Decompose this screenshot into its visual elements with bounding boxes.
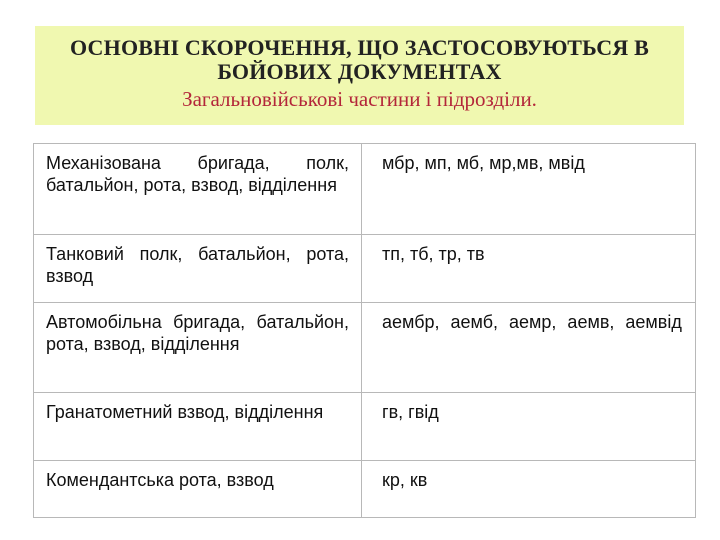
page-subtitle: Загальновійськові частини і підрозділи.	[182, 87, 537, 111]
abbreviations-table	[33, 143, 696, 518]
table-row	[34, 144, 696, 235]
table-row	[34, 461, 696, 518]
unit-name-cell: Комендантська рота, взвод	[34, 461, 362, 518]
table-row	[34, 393, 696, 461]
abbreviation-cell: мбр, мп, мб, мр,мв, мвід	[362, 144, 696, 235]
page-title-line-1: ОСНОВНІ СКОРОЧЕННЯ, ЩО ЗАСТОСОВУЮТЬСЯ В	[69, 35, 650, 60]
table-row	[34, 303, 696, 393]
page-title-line-2: БОЙОВИХ ДОКУМЕНТАХ	[217, 59, 502, 84]
unit-name-cell: Автомобільна бригада, батальйон, рота, взвод, відділення	[34, 303, 362, 393]
unit-name-cell: Гранатометний взвод, відділення	[34, 393, 362, 461]
abbreviation-cell: тп, тб, тр, тв	[362, 235, 696, 303]
abbreviation-cell: аембр, аемб, аемр, аемв, аемвід	[362, 303, 696, 393]
unit-name-cell: Механізована бригада, полк, батальйон, рота, взвод, відділення	[34, 144, 362, 235]
unit-name-cell: Танковий полк, батальйон, рота, взвод	[34, 235, 362, 303]
abbreviation-cell: гв, гвід	[362, 393, 696, 461]
abbreviation-cell: кр, кв	[362, 461, 696, 518]
title-banner	[35, 26, 684, 125]
table-row	[34, 235, 696, 303]
